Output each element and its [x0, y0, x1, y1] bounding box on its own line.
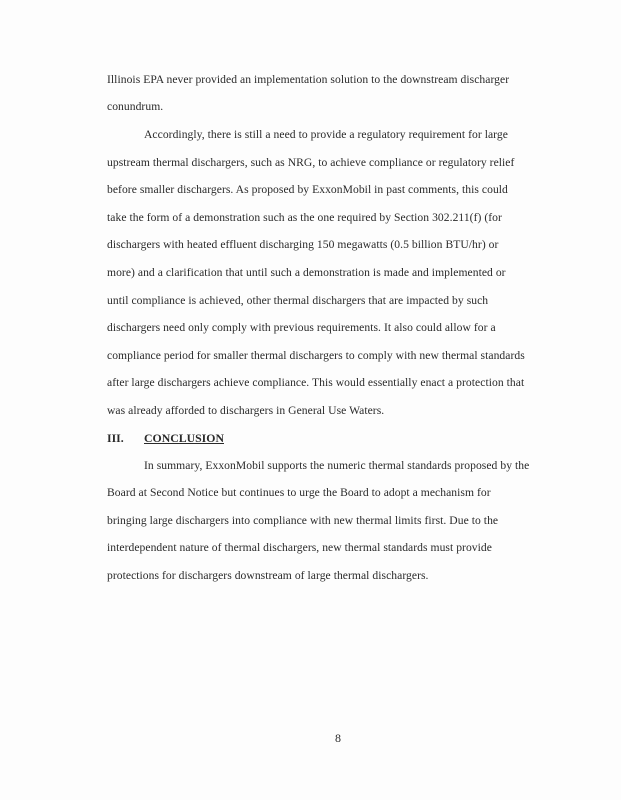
- text-line: upstream thermal dischargers, such as NRG, to achieve compliance or regulatory relief: [107, 156, 515, 169]
- text-line: Accordingly, there is still a need to provide a regulatory requirement for large: [144, 128, 508, 141]
- text-line: dischargers need only comply with previous requirements. It also could allow for a: [107, 321, 496, 334]
- text-line: In summary, ExxonMobil supports the numeric thermal standards proposed by the: [144, 459, 530, 472]
- text-line: take the form of a demonstration such as the one required by Section 302.211(f) (for: [107, 211, 502, 224]
- text-line: Illinois EPA never provided an implementation solution to the downstream discharger: [107, 73, 510, 86]
- text-line: interdependent nature of thermal dischargers, new thermal standards must provide: [107, 541, 492, 554]
- text-line: was already afforded to dischargers in General Use Waters.: [107, 404, 385, 417]
- section-number: III.: [107, 431, 124, 445]
- text-line: before smaller dischargers. As proposed by ExxonMobil in past comments, this could: [107, 183, 508, 196]
- page-number: 8: [335, 731, 341, 745]
- text-line: after large dischargers achieve compliance. This would essentially enact a protection that: [107, 376, 525, 389]
- text-line: conundrum.: [107, 100, 164, 113]
- text-line: dischargers with heated effluent discharging 150 megawatts (0.5 billion BTU/hr) or: [107, 238, 499, 251]
- text-line: Board at Second Notice but continues to urge the Board to adopt a mechanism for: [107, 486, 491, 499]
- section-heading: [107, 431, 224, 446]
- section-title: CONCLUSION: [144, 431, 224, 445]
- text-line: more) and a clarification that until such a demonstration is made and implemented or: [107, 266, 506, 279]
- text-line: compliance period for smaller thermal dischargers to comply with new thermal standards: [107, 349, 525, 362]
- text-line: protections for dischargers downstream of large thermal dischargers.: [107, 569, 429, 582]
- text-line: bringing large dischargers into compliance with new thermal limits first. Due to the: [107, 514, 499, 527]
- text-line: until compliance is achieved, other thermal dischargers that are impacted by such: [107, 294, 489, 307]
